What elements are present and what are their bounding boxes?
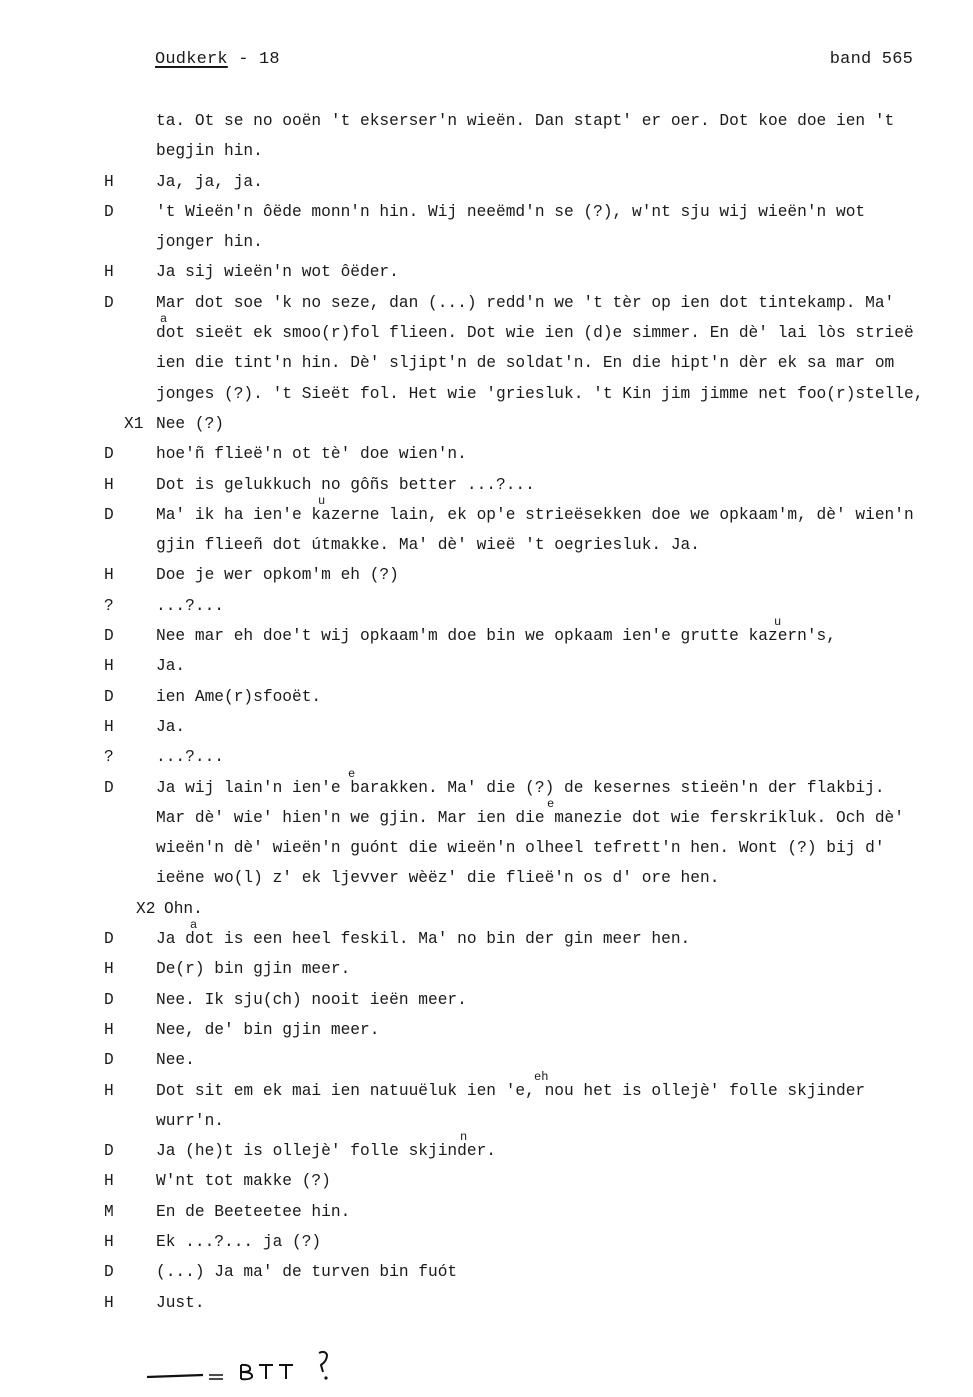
utterance-text: begjin hin. — [156, 142, 263, 161]
speaker-label: D — [104, 1142, 114, 1161]
utterance-text: wurr'n. — [156, 1111, 224, 1130]
transcript-line — [0, 896, 973, 926]
transcript-line — [0, 350, 973, 380]
transcript-line — [0, 1130, 973, 1168]
transcript-line — [0, 956, 973, 986]
transcript-line — [0, 381, 973, 411]
speaker-label: ? — [104, 748, 114, 767]
speaker-label: H — [104, 717, 114, 736]
speaker-label: D — [104, 627, 114, 646]
transcript-line — [0, 441, 973, 471]
utterance-text: Nee, de' bin gjin meer. — [156, 1020, 380, 1039]
transcript-line — [0, 1108, 973, 1138]
utterance-text: Nee (?) — [156, 414, 224, 433]
transcript-line — [0, 562, 973, 592]
superscript-annotation: a — [160, 312, 168, 327]
utterance-text: Dot sit em ek mai ien natuuëluk ien 'e, nou het is ollejè' folle skjinder — [156, 1081, 866, 1100]
speaker-label: X2 — [136, 899, 156, 918]
utterance-text: En de Beeteetee hin. — [156, 1202, 351, 1221]
transcript-line — [0, 796, 973, 835]
speaker-label: M — [104, 1202, 114, 1221]
transcript-line — [0, 918, 973, 956]
utterance-text: gjin flieeñ dot útmakke. Ma' dè' wieë 't oegriesluk. Ja. — [156, 536, 700, 555]
utterance-text: ...?... — [156, 596, 224, 615]
transcript-line — [0, 987, 973, 1017]
speaker-label: D — [104, 1263, 114, 1282]
place-name: Oudkerk — [155, 50, 228, 69]
superscript-annotation: n — [460, 1130, 468, 1145]
transcript-line — [0, 1229, 973, 1259]
utterance-text: ieëne wo(l) z' ek ljevver wèëz' die flieë'n os d' ore hen. — [156, 869, 720, 888]
transcript-line — [0, 653, 973, 683]
transcript-line — [0, 472, 973, 502]
speaker-label: D — [104, 505, 114, 524]
speaker-label: H — [104, 657, 114, 676]
speaker-label: H — [104, 475, 114, 494]
utterance-text: jonges (?). 't Sieët fol. Het wie 'griesluk. 't Kin jim jimme net foo(r)stelle, — [156, 384, 924, 403]
transcript-line — [0, 766, 973, 805]
utterance-text: Just. — [156, 1293, 205, 1312]
transcript-line — [0, 138, 973, 168]
speaker-label: H — [104, 1081, 114, 1100]
utterance-text: wieën'n dè' wieën'n guónt die wieën'n olheel tefrett'n hen. Wont (?) bij d' — [156, 839, 885, 858]
transcript-line — [0, 865, 973, 895]
utterance-text: Ja. — [156, 717, 186, 736]
utterance-text: De(r) bin gjin meer. — [156, 960, 351, 979]
utterance-text: jonger hin. — [156, 233, 263, 252]
utterance-text: Ek ...?... ja (?) — [156, 1232, 322, 1251]
utterance-text: Ja, ja, ja. — [156, 172, 263, 191]
page-header-title — [155, 50, 280, 69]
transcript-line — [0, 1168, 973, 1198]
speaker-label: H — [104, 1172, 114, 1191]
utterance-text: Nee. Ik sju(ch) nooit ieën meer. — [156, 990, 467, 1009]
transcript-line — [0, 1017, 973, 1047]
transcript-line — [0, 229, 973, 259]
transcript-line — [0, 312, 973, 350]
speaker-label: D — [104, 930, 114, 949]
utterance-text: 't Wieën'n ôëde monn'n hin. Wij neeëmd'n se (?), w'nt sju wij wieën'n wot — [156, 202, 866, 221]
superscript-annotation: u — [774, 615, 782, 630]
transcript-line — [0, 1259, 973, 1289]
utterance-text: (...) Ja ma' de turven bin fuót — [156, 1263, 458, 1282]
utterance-text: Ja dot is een heel feskil. Ma' no bin der gin meer hen. — [156, 930, 691, 949]
utterance-text: ta. Ot se no ooën 't ekserser'n wieën. Dan stapt' er oer. Dot koe doe ien 't — [156, 112, 895, 130]
speaker-label: H — [104, 1232, 114, 1251]
utterance-text: Ja. — [156, 657, 186, 676]
transcript-line — [0, 714, 973, 744]
tape-number: band 565 — [829, 50, 913, 69]
superscript-annotation: eh — [534, 1069, 549, 1084]
transcript-line — [0, 1047, 973, 1077]
speaker-label: D — [104, 778, 114, 797]
transcript-line — [0, 493, 973, 532]
transcript-line — [0, 108, 973, 138]
utterance-text: Mar dè' wie' hien'n we gjin. Mar ien die manezie dot wie ferskrikluk. Och dè' — [156, 808, 904, 827]
transcript-line — [0, 1069, 973, 1108]
speaker-label: H — [104, 263, 114, 282]
speaker-label: H — [104, 566, 114, 585]
utterance-text: Ja wij lain'n ien'e barakken. Ma' die (?) de kesernes stieën'n der flakbij. — [156, 778, 885, 797]
utterance-text: Nee. — [156, 1051, 195, 1070]
transcript — [0, 108, 973, 1320]
utterance-text: ien Ame(r)sfooët. — [156, 687, 322, 706]
speaker-label: D — [104, 202, 114, 221]
transcript-line — [0, 684, 973, 714]
utterance-text: Nee mar eh doe't wij opkaam'm doe bin we opkaam ien'e grutte kazern's, — [156, 627, 836, 646]
superscript-annotation: a — [190, 918, 198, 933]
utterance-text: Dot is gelukkuch no gôñs better ...?... — [156, 475, 535, 494]
transcript-line — [0, 411, 973, 441]
transcript-line — [0, 1290, 973, 1320]
handwritten-note — [145, 1345, 345, 1385]
utterance-text: Doe je wer opkom'm eh (?) — [156, 566, 399, 585]
speaker-label: D — [104, 687, 114, 706]
speaker-label: ? — [104, 596, 114, 615]
superscript-annotation: u — [318, 493, 326, 508]
speaker-label: D — [104, 1051, 114, 1070]
speaker-label: H — [104, 172, 114, 191]
utterance-text: Ohn. — [164, 899, 203, 918]
utterance-text: W'nt tot makke (?) — [156, 1172, 331, 1191]
speaker-label: D — [104, 990, 114, 1009]
transcript-line — [0, 744, 973, 774]
transcript-line — [0, 199, 973, 229]
transcript-line — [0, 615, 973, 653]
transcript-line — [0, 835, 973, 865]
transcript-line — [0, 1199, 973, 1229]
superscript-annotation: e — [348, 766, 356, 781]
transcript-line — [0, 532, 973, 562]
utterance-text: Ja (he)t is ollejè' folle skjinder. — [156, 1142, 496, 1161]
superscript-annotation: e — [547, 796, 555, 811]
utterance-text: dot sieët ek smoo(r)fol flieen. Dot wie ien (d)e simmer. En dè' lai lòs strieë — [156, 324, 914, 343]
utterance-text: ien die tint'n hin. Dè' sljipt'n de soldat'n. En die hipt'n dèr ek sa mar om — [156, 354, 895, 373]
speaker-label: X1 — [124, 414, 144, 433]
utterance-text: Ja sij wieën'n wot ôëder. — [156, 263, 399, 282]
utterance-text: Ma' ik ha ien'e kazerne lain, ek op'e strieësekken doe we opkaam'm, dè' wien'n — [156, 505, 914, 524]
utterance-text: hoe'ñ flieë'n ot tè' doe wien'n. — [156, 445, 467, 464]
transcript-line — [0, 290, 973, 320]
utterance-text: Mar dot soe 'k no seze, dan (...) redd'n we 't tèr op ien dot tintekamp. Ma' — [156, 293, 895, 312]
page-number: - 18 — [227, 50, 280, 69]
speaker-label: D — [104, 445, 114, 464]
transcript-line — [0, 259, 973, 289]
speaker-label: H — [104, 960, 114, 979]
speaker-label: D — [104, 293, 114, 312]
transcript-line — [0, 169, 973, 199]
utterance-text: ...?... — [156, 748, 224, 767]
transcript-line — [0, 593, 973, 623]
speaker-label: H — [104, 1293, 114, 1312]
speaker-label: H — [104, 1020, 114, 1039]
